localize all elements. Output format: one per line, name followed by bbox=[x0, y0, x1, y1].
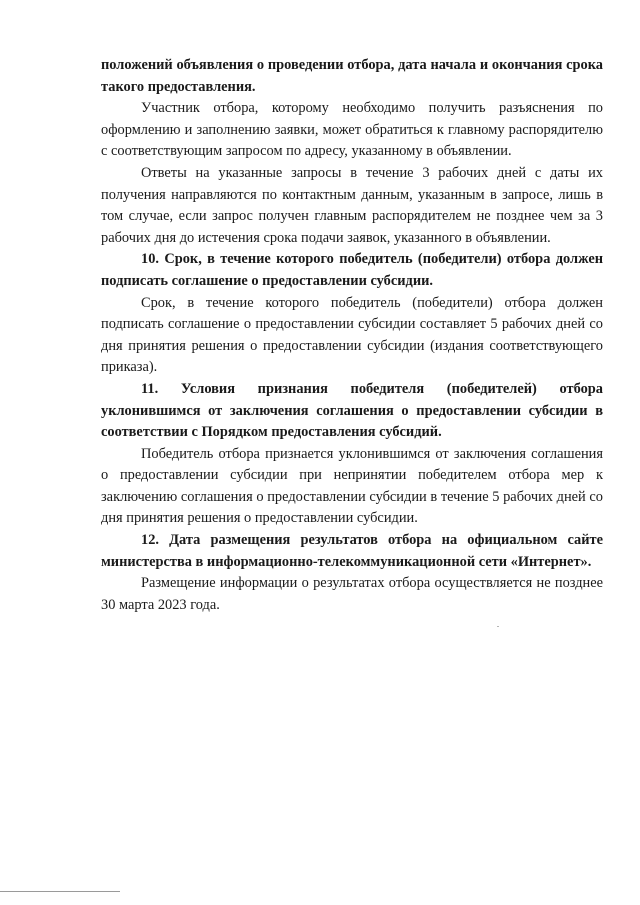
section-10-text: Срок, в течение которого победитель (победители) отбора должен подписать соглашение о предоставлении субсидии составляет 5 рабочих дней со дня принятия решения о предоставлении субсидии (издания соответствующего приказа). bbox=[101, 294, 603, 376]
document-page bbox=[101, 55, 603, 616]
footer-rule bbox=[0, 891, 120, 892]
paragraph-response-terms: Ответы на указанные запросы в течение 3 рабочих дней с даты их получения направляются по контактным данным, указанным в запросе, лишь в том случае, если запрос получен главным распорядителем не позднее чем за 3 рабочих дня до истечения срока подачи заявок, указанного в объявлении. bbox=[101, 164, 603, 246]
section-12-heading: 12. Дата размещения результатов отбора на официальном сайте министерства в информационно-телекоммуникационной сети «Интернет». bbox=[101, 532, 603, 570]
continuation-heading: положений объявления о проведении отбора, дата начала и окончания срока такого предоставления. bbox=[101, 57, 603, 95]
scan-speck bbox=[497, 626, 499, 627]
section-12-text: Размещение информации о результатах отбора осуществляется не позднее 30 марта 2023 года. bbox=[101, 575, 603, 613]
section-11-heading: 11. Условия признания победителя (победителей) отбора уклонившимся от заключения соглашения о предоставлении субсидии в соответствии с Порядком предоставления субсидий. bbox=[101, 380, 603, 441]
section-11-text: Победитель отбора признается уклонившимся от заключения соглашения о предоставлении субсидии при непринятии победителем отбора мер к заключению соглашения о предоставлении субсидии в течение 5 рабочих дней со дня принятия решения о предоставлении субсидии. bbox=[101, 445, 603, 527]
paragraph-clarification-request: Участник отбора, которому необходимо получить разъяснения по оформлению и заполнению заявки, может обратиться к главному распорядителю с соответствующим запросом по адресу, указанному в объявлении. bbox=[101, 100, 603, 160]
section-10-heading: 10. Срок, в течение которого победитель (победители) отбора должен подписать соглашение о предоставлении субсидии. bbox=[101, 251, 603, 289]
